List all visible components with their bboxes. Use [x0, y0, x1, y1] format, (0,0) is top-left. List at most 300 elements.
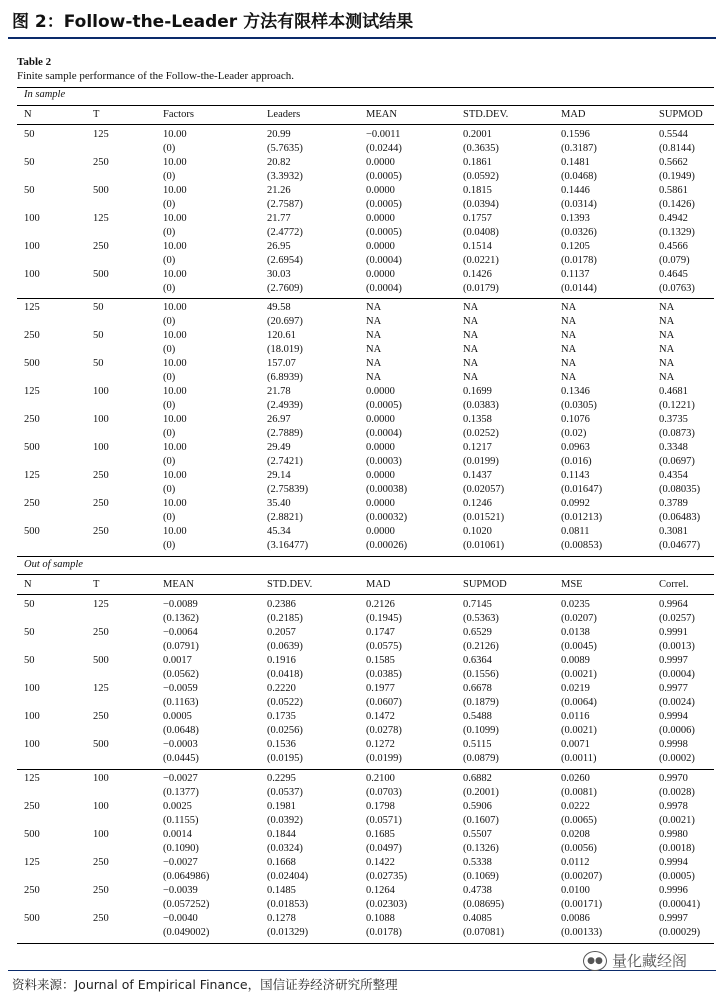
cell-value: 157.07 [267, 358, 296, 369]
cell-se: (0.1362) [163, 613, 199, 624]
cell-se: (0.0056) [561, 843, 597, 854]
cell-value: −0.0089 [163, 599, 198, 610]
column-header: MEAN [163, 579, 194, 590]
cell-value: 0.0112 [561, 857, 590, 868]
cell-value: 0.4942 [659, 213, 688, 224]
cell-factors: 10.00 [163, 185, 187, 196]
cell-value: 0.5115 [463, 739, 492, 750]
cell-factors-se: (0) [163, 512, 176, 523]
cell-se: (0.02303) [366, 899, 408, 910]
table-row [0, 828, 725, 842]
cell-se: (0.0468) [561, 171, 597, 182]
cell-t: 250 [93, 857, 109, 868]
watermark [583, 950, 687, 971]
cell-value: 0.1844 [267, 829, 296, 840]
table-row-se [0, 640, 725, 654]
cell-se: (0.0024) [659, 697, 695, 708]
table-row [0, 212, 725, 226]
cell-factors-se: (0) [163, 372, 176, 383]
out-sample-header-rule [17, 594, 714, 595]
table-row [0, 357, 725, 371]
table-row-se [0, 399, 725, 413]
cell-value: 0.1981 [267, 801, 296, 812]
cell-se: NA [463, 344, 479, 355]
cell-se: (0.2001) [463, 787, 499, 798]
cell-factors-se: (0) [163, 143, 176, 154]
cell-n: 100 [24, 213, 40, 224]
cell-se: (6.8939) [267, 372, 303, 383]
cell-se: (0.01061) [463, 540, 505, 551]
cell-value: 0.9980 [659, 829, 688, 840]
cell-value: 0.0138 [561, 627, 590, 638]
cell-se: (0.0021) [561, 725, 597, 736]
column-header: Leaders [267, 109, 301, 120]
cell-se: (0.0179) [463, 283, 499, 294]
cell-se: (0.01647) [561, 484, 603, 495]
cell-value: 0.0219 [561, 683, 590, 694]
cell-se: (0.0575) [366, 641, 402, 652]
cell-value: 0.1514 [463, 241, 492, 252]
cell-value: NA [659, 330, 675, 341]
cell-value: 0.0235 [561, 599, 590, 610]
column-header: STD.DEV. [267, 579, 313, 590]
cell-value: NA [561, 330, 577, 341]
cell-se: (0.00207) [561, 871, 603, 882]
cell-se: (0.0011) [561, 753, 597, 764]
table-row [0, 710, 725, 724]
cell-factors: 10.00 [163, 269, 187, 280]
cell-value: 0.1977 [366, 683, 395, 694]
cell-n: 250 [24, 498, 40, 509]
cell-se: (0.1155) [163, 815, 199, 826]
cell-se: (2.7587) [267, 199, 303, 210]
cell-se: (0.0703) [366, 787, 402, 798]
cell-t: 100 [93, 442, 109, 453]
cell-value: 0.0000 [366, 185, 395, 196]
cell-se: (0.0005) [366, 227, 402, 238]
cell-n: 100 [24, 269, 40, 280]
cell-se: (0.0045) [561, 641, 597, 652]
cell-value: 0.9994 [659, 711, 688, 722]
table-row [0, 385, 725, 399]
cell-se: (0.0006) [659, 725, 695, 736]
cell-se: (0.0879) [463, 753, 499, 764]
cell-se: (0.04677) [659, 540, 701, 551]
table-row [0, 856, 725, 870]
cell-n: 100 [24, 711, 40, 722]
cell-value: 20.82 [267, 157, 291, 168]
cell-value: 0.1393 [561, 213, 590, 224]
cell-n: 50 [24, 185, 35, 196]
header-row [0, 578, 725, 592]
cell-se: (2.75839) [267, 484, 309, 495]
cell-se: (0.1879) [463, 697, 499, 708]
cell-se: (0.0199) [366, 753, 402, 764]
cell-se: (20.697) [267, 316, 303, 327]
table-top-rule [17, 87, 714, 88]
watermark-text: 量化藏经阁 [612, 952, 688, 970]
cell-se: (0.00171) [561, 899, 603, 910]
cell-se: (2.7889) [267, 428, 303, 439]
cell-value: 0.3789 [659, 498, 688, 509]
cell-value: 0.1536 [267, 739, 296, 750]
cell-se: (0.3635) [463, 143, 499, 154]
cell-value: NA [366, 330, 382, 341]
table-row-se [0, 898, 725, 912]
cell-value: 0.0100 [561, 885, 590, 896]
cell-t: 125 [93, 129, 109, 140]
cell-se: (0.0004) [366, 283, 402, 294]
cell-value: 0.2220 [267, 683, 296, 694]
cell-value: 0.2386 [267, 599, 296, 610]
cell-value: 0.0071 [561, 739, 590, 750]
cell-se: (0.08035) [659, 484, 701, 495]
cell-se: (0.0562) [163, 669, 199, 680]
cell-value: 26.95 [267, 241, 291, 252]
table-row [0, 598, 725, 612]
cell-t: 500 [93, 655, 109, 666]
cell-se: (0.0418) [267, 669, 303, 680]
cell-value: 0.1757 [463, 213, 492, 224]
cell-se: (0.1221) [659, 400, 695, 411]
table-row-se [0, 511, 725, 525]
cell-value: 0.3348 [659, 442, 688, 453]
cell-value: 0.1747 [366, 627, 395, 638]
cell-value: 0.0000 [366, 526, 395, 537]
cell-n: 100 [24, 241, 40, 252]
cell-value: 0.0000 [366, 386, 395, 397]
cell-se: (0.0497) [366, 843, 402, 854]
table-row-se [0, 539, 725, 553]
cell-factors-se: (0) [163, 283, 176, 294]
cell-se: NA [659, 316, 675, 327]
cell-se: NA [561, 372, 577, 383]
cell-se: (0.0199) [463, 456, 499, 467]
cell-se: (0.0018) [659, 843, 695, 854]
cell-value: 0.5906 [463, 801, 492, 812]
column-header: MSE [561, 579, 583, 590]
table-row-se [0, 926, 725, 940]
cell-value: NA [463, 330, 479, 341]
cell-factors-se: (0) [163, 456, 176, 467]
cell-n: 100 [24, 683, 40, 694]
cell-value: 0.1481 [561, 157, 590, 168]
cell-se: (2.7609) [267, 283, 303, 294]
cell-se: (0.0324) [267, 843, 303, 854]
cell-value: 0.5662 [659, 157, 688, 168]
cell-se: (2.4939) [267, 400, 303, 411]
table-row [0, 413, 725, 427]
cell-value: 0.0116 [561, 711, 590, 722]
cell-se: (0.0013) [659, 641, 695, 652]
cell-se: (0.1377) [163, 787, 199, 798]
cell-factors: 10.00 [163, 470, 187, 481]
cell-se: (0.0763) [659, 283, 695, 294]
cell-se: (0.0385) [366, 669, 402, 680]
cell-value: 0.0017 [163, 655, 192, 666]
cell-value: 0.0000 [366, 498, 395, 509]
cell-t: 250 [93, 498, 109, 509]
cell-value: NA [463, 358, 479, 369]
cell-value: 35.40 [267, 498, 291, 509]
cell-n: 50 [24, 599, 35, 610]
cell-factors: 10.00 [163, 302, 187, 313]
cell-value: 0.1422 [366, 857, 395, 868]
cell-value: 0.5488 [463, 711, 492, 722]
table-row-se [0, 282, 725, 296]
cell-value: 0.1585 [366, 655, 395, 666]
cell-t: 100 [93, 801, 109, 812]
table-row-se [0, 226, 725, 240]
cell-value: 45.34 [267, 526, 291, 537]
cell-se: (0.0005) [366, 171, 402, 182]
cell-value: 0.2057 [267, 627, 296, 638]
cell-se: (0.0064) [561, 697, 597, 708]
cell-se: (2.6954) [267, 255, 303, 266]
cell-value: 0.0000 [366, 241, 395, 252]
cell-se: (0.0648) [163, 725, 199, 736]
cell-se: (0.0394) [463, 199, 499, 210]
cell-value: 0.9978 [659, 801, 688, 812]
cell-value: NA [561, 358, 577, 369]
cell-se: NA [366, 316, 382, 327]
cell-n: 125 [24, 470, 40, 481]
cell-value: 0.1143 [561, 470, 590, 481]
cell-value: 0.1278 [267, 913, 296, 924]
cell-se: (0.3187) [561, 143, 597, 154]
cell-value: 0.5861 [659, 185, 688, 196]
table-row [0, 441, 725, 455]
table-label: Table 2 [17, 56, 52, 68]
column-header: SUPMOD [659, 109, 703, 120]
cell-value: 0.1346 [561, 386, 590, 397]
cell-se: (0.01521) [463, 512, 505, 523]
source-note: 资料来源：Journal of Empirical Finance，国信证券经济研究所整理 [12, 977, 398, 992]
cell-se: (0.1945) [366, 613, 402, 624]
cell-se: (0.1090) [163, 843, 199, 854]
cell-n: 50 [24, 655, 35, 666]
cell-se: (0.0004) [366, 428, 402, 439]
cell-se: (0.01213) [561, 512, 603, 523]
cell-value: 0.3081 [659, 526, 688, 537]
cell-value: 0.1246 [463, 498, 492, 509]
cell-t: 500 [93, 269, 109, 280]
cell-value: 0.0086 [561, 913, 590, 924]
header-row [0, 108, 725, 122]
cell-value: 0.1426 [463, 269, 492, 280]
cell-value: 0.1596 [561, 129, 590, 140]
cell-se: (0.2126) [463, 641, 499, 652]
cell-value: 0.1437 [463, 470, 492, 481]
table-row [0, 525, 725, 539]
table-row [0, 469, 725, 483]
table-row-se [0, 483, 725, 497]
cell-se: (0.00026) [366, 540, 408, 551]
cell-value: 0.1685 [366, 829, 395, 840]
cell-se: (0.0383) [463, 400, 499, 411]
table-row-se [0, 696, 725, 710]
cell-se: (0.0004) [366, 255, 402, 266]
cell-t: 50 [93, 358, 104, 369]
cell-value: 0.1446 [561, 185, 590, 196]
cell-se: (0.0571) [366, 815, 402, 826]
cell-se: (0.02735) [366, 871, 408, 882]
cell-value: 0.1088 [366, 913, 395, 924]
cell-value: −0.0027 [163, 773, 198, 784]
cell-se: NA [463, 316, 479, 327]
cell-value: 0.5507 [463, 829, 492, 840]
column-header: STD.DEV. [463, 109, 509, 120]
cell-value: 0.2100 [366, 773, 395, 784]
cell-se: (0.0178) [366, 927, 402, 938]
cell-t: 50 [93, 302, 104, 313]
cell-se: (0.0252) [463, 428, 499, 439]
cell-se: (0.1607) [463, 815, 499, 826]
cell-factors-se: (0) [163, 400, 176, 411]
cell-value: 0.0811 [561, 526, 590, 537]
cell-t: 250 [93, 470, 109, 481]
cell-se: (0.0021) [561, 669, 597, 680]
cell-se: (0.0256) [267, 725, 303, 736]
table-row-se [0, 371, 725, 385]
cell-se: (0.0003) [366, 456, 402, 467]
cell-factors-se: (0) [163, 540, 176, 551]
table-row-se [0, 842, 725, 856]
cell-t: 500 [93, 739, 109, 750]
table-row [0, 128, 725, 142]
cell-value: 0.6529 [463, 627, 492, 638]
cell-se: (0.5363) [463, 613, 499, 624]
cell-se: (0.1556) [463, 669, 499, 680]
cell-value: 0.4645 [659, 269, 688, 280]
cell-n: 50 [24, 157, 35, 168]
cell-value: NA [561, 302, 577, 313]
column-header: MAD [561, 109, 586, 120]
cell-se: (0.00041) [659, 899, 701, 910]
cell-se: (0.00029) [659, 927, 701, 938]
cell-factors: 10.00 [163, 330, 187, 341]
table-row-se [0, 786, 725, 800]
cell-value: 0.1264 [366, 885, 395, 896]
table-row [0, 301, 725, 315]
cell-value: NA [463, 302, 479, 313]
cell-value: −0.0003 [163, 739, 198, 750]
cell-t: 100 [93, 386, 109, 397]
cell-value: 0.0000 [366, 213, 395, 224]
cell-value: 0.1916 [267, 655, 296, 666]
cell-value: 0.4681 [659, 386, 688, 397]
cell-n: 500 [24, 829, 40, 840]
cell-value: 30.03 [267, 269, 291, 280]
table-row [0, 912, 725, 926]
wechat-logo-icon: ●● [583, 951, 607, 971]
cell-value: 0.9970 [659, 773, 688, 784]
cell-n: 250 [24, 885, 40, 896]
cell-se: (5.7635) [267, 143, 303, 154]
cell-t: 250 [93, 711, 109, 722]
cell-value: 21.78 [267, 386, 291, 397]
cell-value: 0.4738 [463, 885, 492, 896]
cell-value: 0.2295 [267, 773, 296, 784]
table-row [0, 329, 725, 343]
cell-value: 29.14 [267, 470, 291, 481]
cell-t: 100 [93, 773, 109, 784]
table-row-se [0, 315, 725, 329]
cell-se: (0.057252) [163, 899, 210, 910]
cell-se: (0.064986) [163, 871, 210, 882]
cell-se: (0.0144) [561, 283, 597, 294]
cell-n: 125 [24, 386, 40, 397]
cell-se: (0.00133) [561, 927, 603, 938]
cell-se: (3.16477) [267, 540, 309, 551]
cell-se: (0.0326) [561, 227, 597, 238]
cell-se: (0.0592) [463, 171, 499, 182]
cell-value: −0.0059 [163, 683, 198, 694]
cell-se: (0.0081) [561, 787, 597, 798]
cell-se: (0.079) [659, 255, 690, 266]
cell-value: 0.1735 [267, 711, 296, 722]
table-row [0, 654, 725, 668]
cell-se: (0.0195) [267, 753, 303, 764]
cell-se: (0.0392) [267, 815, 303, 826]
cell-t: 125 [93, 599, 109, 610]
cell-value: 0.1485 [267, 885, 296, 896]
cell-se: (0.00032) [366, 512, 408, 523]
cell-value: 0.1815 [463, 185, 492, 196]
cell-n: 125 [24, 773, 40, 784]
cell-factors: 10.00 [163, 241, 187, 252]
cell-value: −0.0040 [163, 913, 198, 924]
cell-se: (0.0537) [267, 787, 303, 798]
cell-value: 0.0089 [561, 655, 590, 666]
table-row-se [0, 668, 725, 682]
column-header: Correl. [659, 579, 689, 590]
cell-factors-se: (0) [163, 171, 176, 182]
table-row [0, 800, 725, 814]
cell-value: 0.1699 [463, 386, 492, 397]
cell-se: NA [659, 372, 675, 383]
cell-t: 250 [93, 627, 109, 638]
cell-se: (0.1326) [463, 843, 499, 854]
cell-se: (0.0207) [561, 613, 597, 624]
cell-se: NA [561, 344, 577, 355]
in-sample-title: In sample [24, 89, 66, 100]
cell-se: (2.7421) [267, 456, 303, 467]
cell-factors-se: (0) [163, 484, 176, 495]
cell-value: 0.7145 [463, 599, 492, 610]
cell-se: NA [366, 372, 382, 383]
cell-se: NA [366, 344, 382, 355]
cell-se: (2.8821) [267, 512, 303, 523]
column-header: N [24, 579, 32, 590]
cell-factors-se: (0) [163, 428, 176, 439]
cell-value: 0.5338 [463, 857, 492, 868]
cell-se: (0.049002) [163, 927, 210, 938]
table-row-se [0, 142, 725, 156]
table-row-se [0, 254, 725, 268]
cell-se: NA [561, 316, 577, 327]
cell-value: −0.0039 [163, 885, 198, 896]
cell-se: (0.01853) [267, 899, 309, 910]
cell-value: 0.1668 [267, 857, 296, 868]
cell-value: 0.9997 [659, 655, 688, 666]
cell-t: 250 [93, 241, 109, 252]
cell-se: NA [659, 344, 675, 355]
cell-value: 49.58 [267, 302, 291, 313]
cell-value: 0.3735 [659, 414, 688, 425]
out-sample-title: Out of sample [24, 559, 83, 570]
table-row [0, 184, 725, 198]
